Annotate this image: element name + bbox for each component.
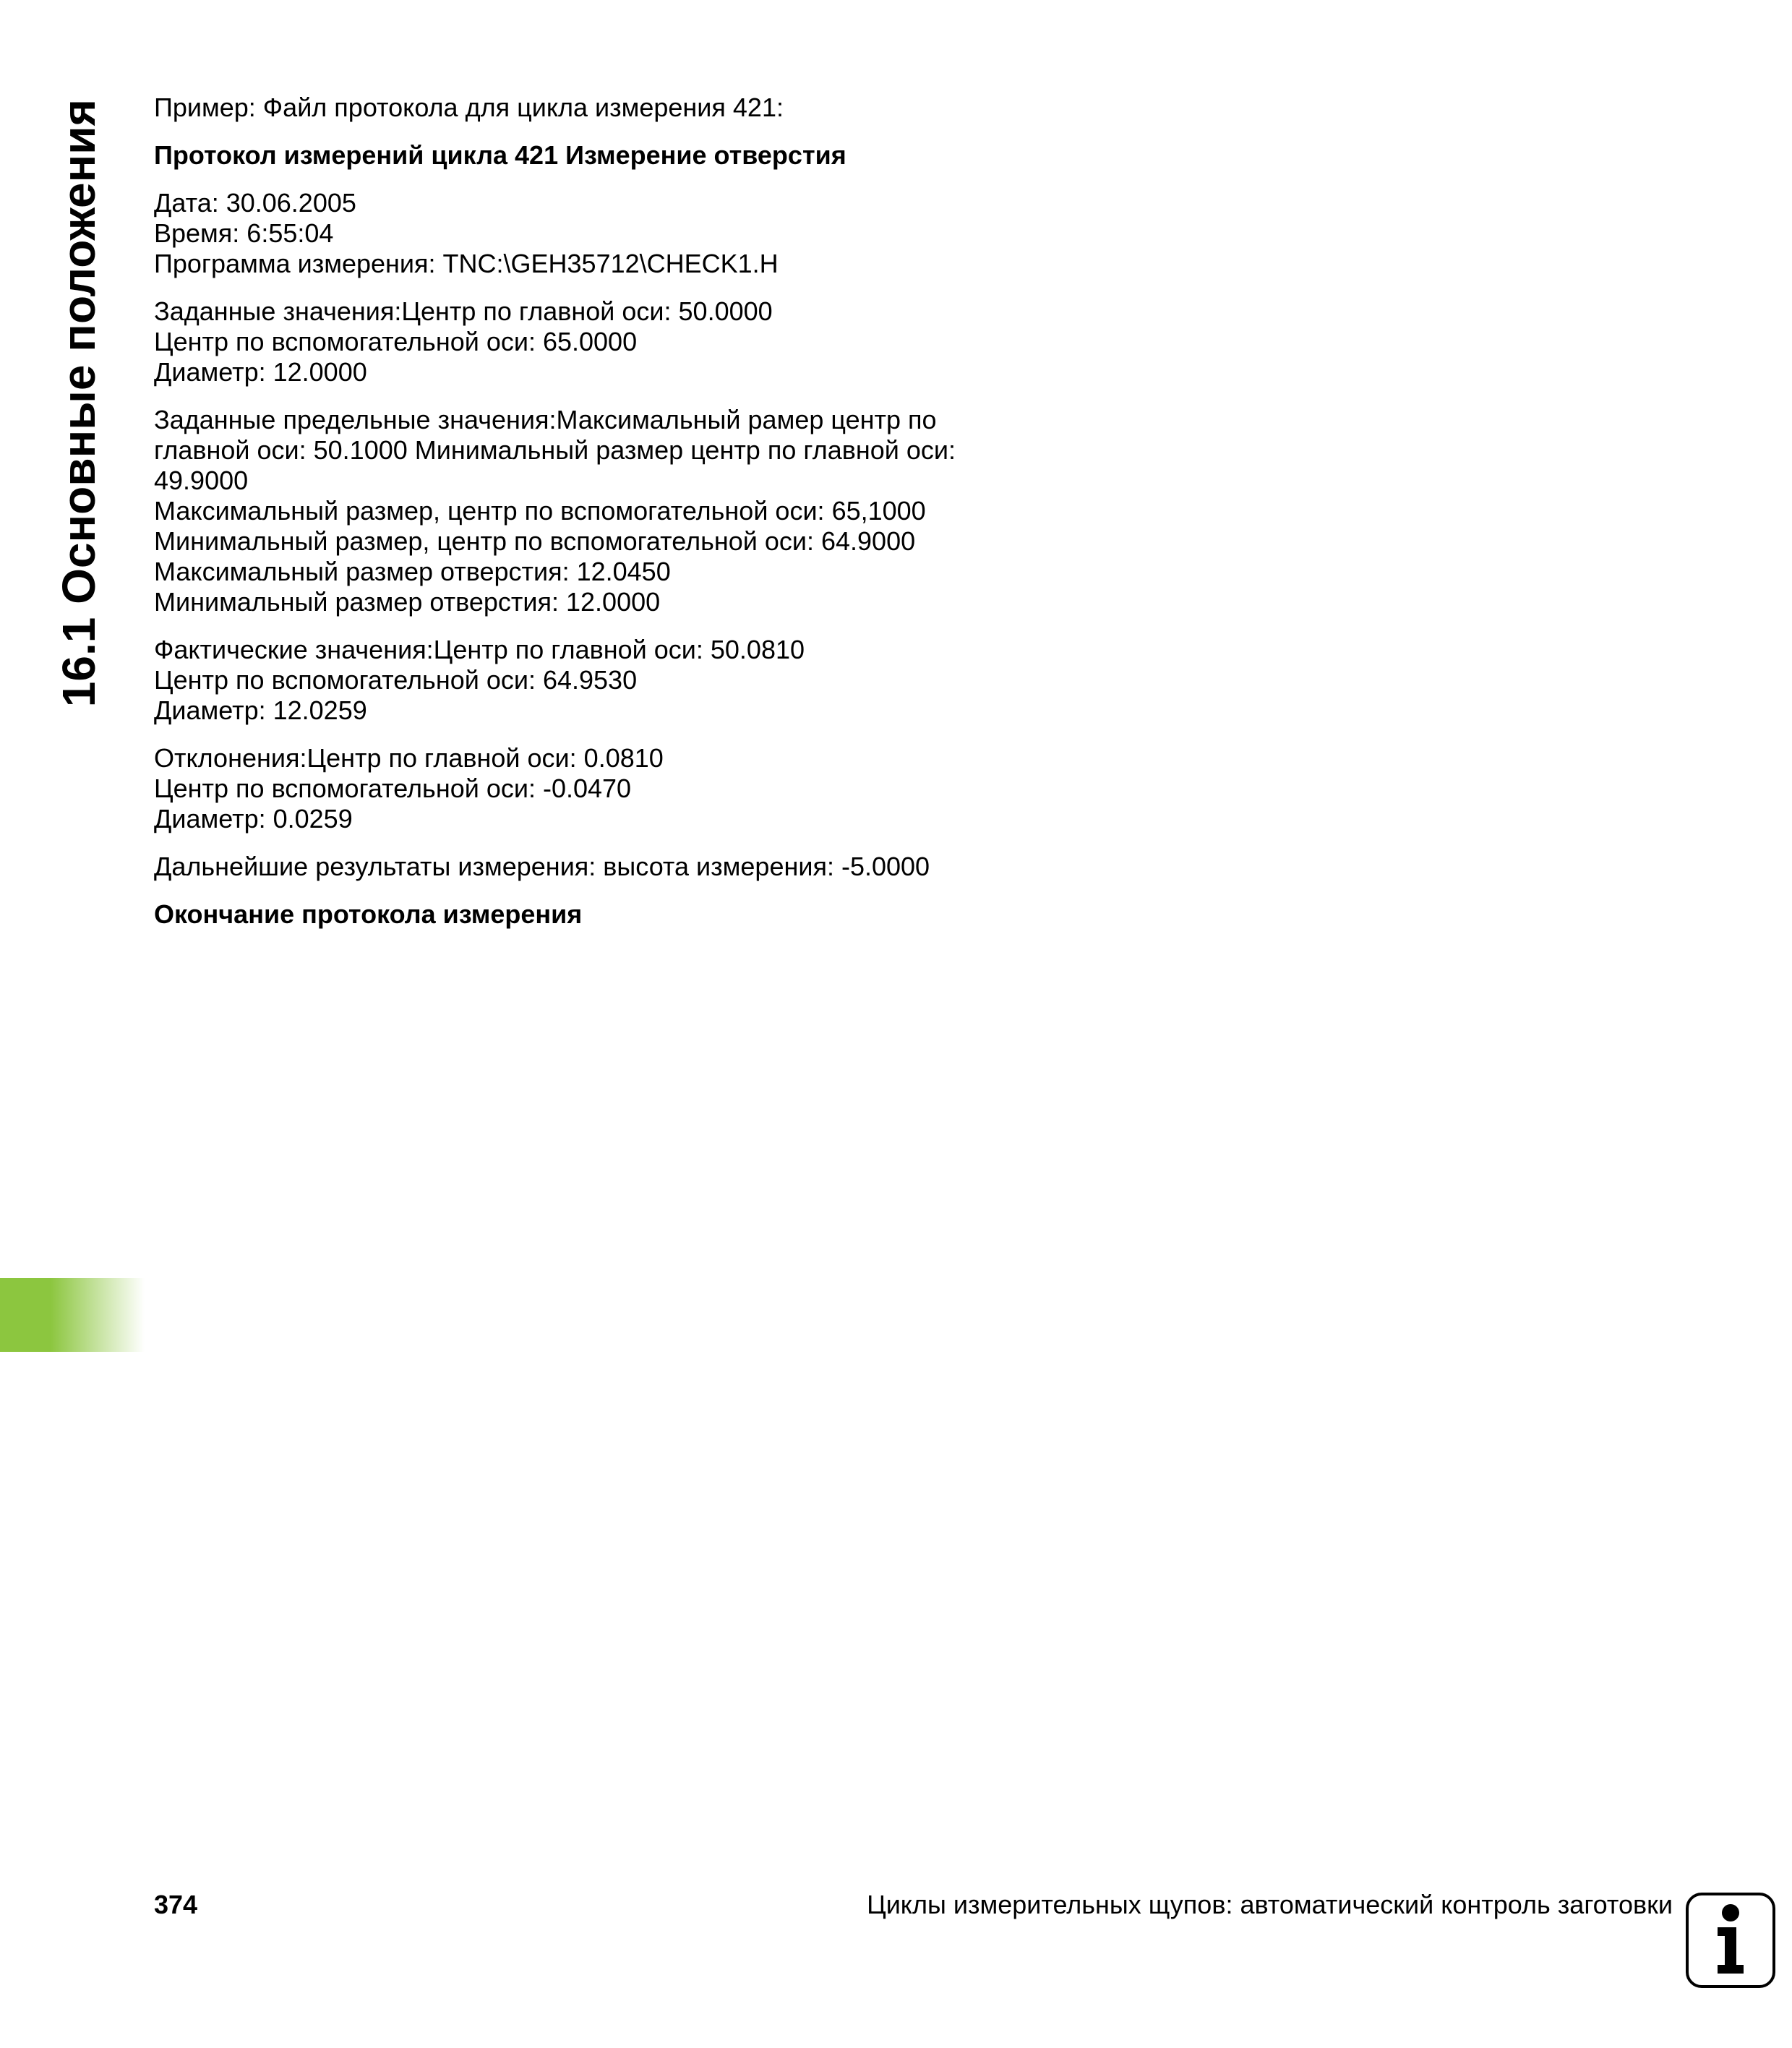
date-line: Дата: 30.06.2005	[154, 188, 356, 218]
chapter-tab-marker	[0, 1278, 145, 1352]
intro-paragraph: Пример: Файл протокола для цикла измерения 421:	[154, 93, 784, 122]
protocol-title-rest: Измерение отверстия	[558, 140, 846, 170]
time-line: Время: 6:55:04	[154, 218, 334, 248]
deviation-line: Диаметр: 0.0259	[154, 804, 353, 834]
nominal-line: Центр по вспомогательной оси: 65.0000	[154, 327, 638, 356]
nominal-line: Заданные значения:Центр по главной оси: 50.0000	[154, 296, 773, 326]
chapter-footer: Циклы измерительных щупов: автоматический контроль заготовки	[867, 1890, 1673, 1919]
protocol-title	[154, 140, 1021, 171]
actual-line: Центр по вспомогательной оси: 64.9530	[154, 665, 638, 695]
deviation-line: Отклонения:Центр по главной оси: 0.0810	[154, 743, 664, 773]
section-title-vertical: 16.1 Основные положения	[53, 99, 105, 708]
info-icon-glyph	[1689, 1895, 1772, 1985]
deviations-block	[154, 743, 1021, 834]
header-block	[154, 188, 1021, 279]
limit-line: Минимальный размер, центр по вспомогательной оси: 64.9000	[154, 526, 916, 556]
actual-line: Фактические значения:Центр по главной оси: 50.0810	[154, 635, 805, 664]
limit-line: Заданные предельные значения:Максимальный рамер центр по	[154, 405, 937, 434]
limit-line: 49.9000	[154, 466, 249, 495]
limit-values-block	[154, 405, 1021, 617]
end-of-protocol: Окончание протокола измерения	[154, 899, 583, 929]
actual-values-block	[154, 635, 1021, 726]
page-number: 374	[154, 1890, 198, 1919]
actual-line: Диаметр: 12.0259	[154, 695, 367, 725]
program-line: Программа измерения: TNC:\GEH35712\CHECK1.H	[154, 249, 779, 278]
info-icon	[1686, 1893, 1775, 1988]
deviation-line: Центр по вспомогательной оси: -0.0470	[154, 774, 632, 803]
nominal-line: Диаметр: 12.0000	[154, 357, 367, 387]
protocol-title-bold: Протокол измерений цикла 421	[154, 140, 559, 170]
document-body	[154, 93, 1021, 947]
limit-line: Максимальный размер отверстия: 12.0450	[154, 557, 671, 586]
nominal-values-block	[154, 296, 1021, 387]
limit-line: Минимальный размер отверстия: 12.0000	[154, 587, 661, 617]
limit-line: Максимальный размер, центр по вспомогательной оси: 65,1000	[154, 496, 926, 526]
further-results: Дальнейшие результаты измерения: высота измерения: -5.0000	[154, 852, 930, 881]
limit-line: главной оси: 50.1000 Минимальный размер центр по главной оси:	[154, 435, 956, 465]
